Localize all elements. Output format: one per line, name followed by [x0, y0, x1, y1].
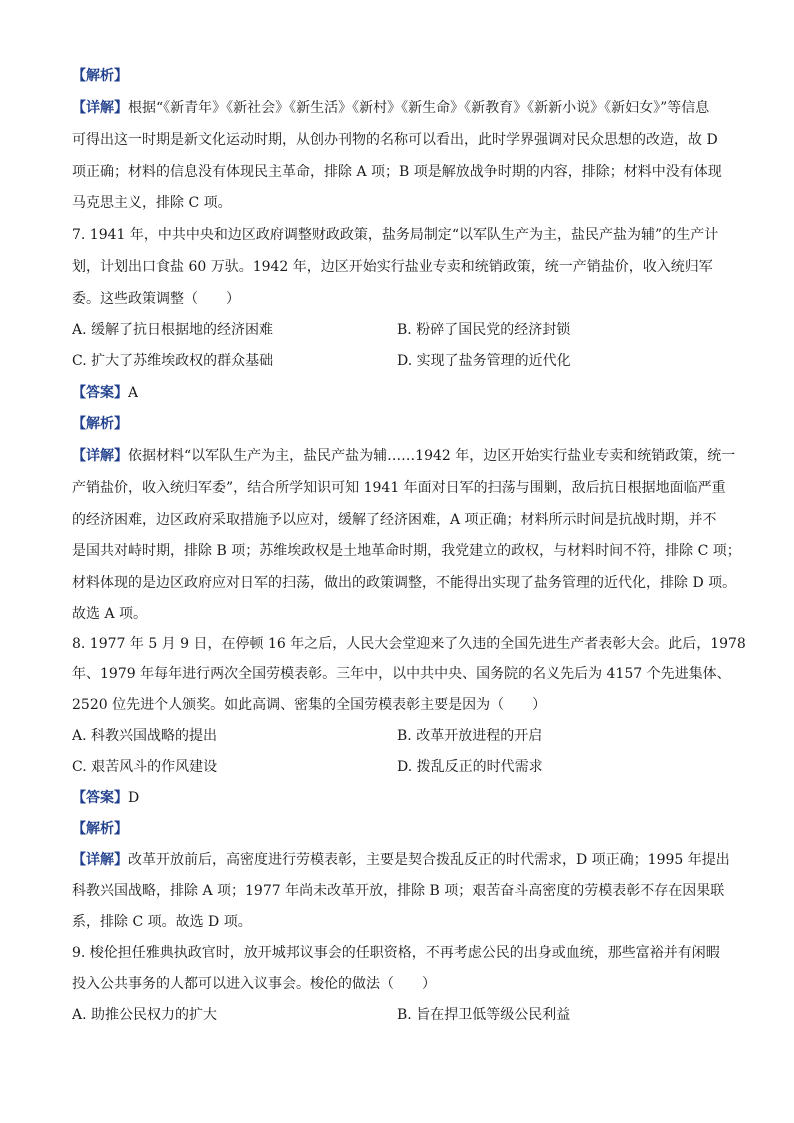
- question-7-stem-line: 划，计划出口食盐 60 万驮。1942 年，边区开始实行盐业专卖和统销政策，统一产销盐价，收入统归军: [72, 259, 713, 275]
- answer-label: 【答案】: [72, 790, 128, 806]
- detail-line: 故选 A 项。: [72, 606, 148, 622]
- detail-line: 科教兴国战略，排除 A 项；1977 年尚未改革开放，排除 B 项；艰苦奋斗高密度的劳模表彰不存在因果联: [72, 883, 725, 899]
- detail-line: 材料体现的是边区政府应对日军的扫荡，做出的政策调整，不能得出实现了盐务管理的近代化，排除 D 项。: [72, 575, 737, 591]
- detail-line: 【详解】改革开放前后，高密度进行劳模表彰，主要是契合拨乱反正的时代需求，D 项正确；1995 年提出: [72, 852, 730, 868]
- detail-line: 【详解】根据“《新青年》《新社会》《新生活》《新村》《新生命》《新教育》《新新小说》《新妇女》”等信息: [72, 100, 710, 116]
- detail-line: 是国共对峙时期，排除 B 项；苏维埃政权是土地革命时期，我党建立的政权，与材料时间不符，排除 C 项；: [72, 543, 741, 559]
- detail-line: 【详解】依据材料“以军队生产为主，盐民产盐为辅……1942 年，边区开始实行盐业专卖和统销政策，统一: [72, 448, 736, 464]
- question-9-option-b: B. 旨在捍卫低等级公民利益: [397, 1007, 571, 1023]
- detail-label: 【详解】: [72, 448, 128, 464]
- question-8-stem-line: 8. 1977 年 5 月 9 日，在停顿 16 年之后，人民大会堂迎来了久违的全国先进生产者表彰大会。此后，1978: [72, 636, 746, 652]
- detail-line: 可得出这一时期是新文化运动时期，从创办刊物的名称可以看出，此时学界强调对民众思想的改造，故 D: [72, 132, 718, 148]
- question-8-option-b: B. 改革开放进程的开启: [397, 728, 543, 744]
- detail-line: 项正确；材料的信息没有体现民主革命，排除 A 项；B 项是解放战争时期的内容，排除；材料中没有体现: [72, 164, 722, 180]
- question-7-answer: 【答案】A: [72, 385, 139, 401]
- analysis-label-q6: 【解析】: [72, 68, 128, 84]
- question-7-option-b: B. 粉碎了国民党的经济封锁: [397, 322, 571, 338]
- detail-line: 马克思主义，排除 C 项。: [72, 195, 232, 211]
- question-8-stem-line: 2520 位先进个人颁奖。如此高调、密集的全国劳模表彰主要是因为（ ）: [72, 697, 547, 713]
- detail-label: 【详解】: [72, 852, 128, 868]
- analysis-label-q8: 【解析】: [72, 821, 128, 837]
- question-8-option-d: D. 拨乱反正的时代需求: [397, 759, 543, 775]
- detail-line: 产销盐价，收入统归军委”，结合所学知识可知 1941 年面对日军的扫荡与围剿，敌后抗日根据地面临严重: [72, 480, 726, 496]
- detail-line: 系，排除 C 项。故选 D 项。: [72, 914, 252, 930]
- answer-label: 【答案】: [72, 385, 128, 401]
- question-9-stem-line: 9. 梭伦担任雅典执政官时，放开城邦议事会的任职资格，不再考虑公民的出身或血统，那些富裕并有闲暇: [72, 945, 720, 961]
- question-8-answer: 【答案】D: [72, 790, 140, 806]
- question-7-option-d: D. 实现了盐务管理的近代化: [397, 353, 571, 369]
- question-7-option-a: A. 缓解了抗日根据地的经济困难: [72, 322, 274, 338]
- question-9-option-a: A. 助推公民权力的扩大: [72, 1007, 218, 1023]
- question-7-stem-line: 7. 1941 年，中共中央和边区政府调整财政政策，盐务局制定“以军队生产为主，盐民产盐为辅”的生产计: [72, 227, 719, 243]
- analysis-label-q7: 【解析】: [72, 416, 128, 432]
- question-8-option-c: C. 艰苦风斗的作风建设: [72, 759, 218, 775]
- detail-label: 【详解】: [72, 100, 128, 116]
- question-8-stem-line: 年、1979 年每年进行两次全国劳模表彰。三年中，以中共中央、国务院的名义先后为 4157 个先进集体、: [72, 666, 731, 682]
- question-8-option-a: A. 科教兴国战略的提出: [72, 728, 218, 744]
- question-7-stem-line: 委。这些政策调整（ ）: [72, 291, 240, 307]
- question-7-option-c: C. 扩大了苏维埃政权的群众基础: [72, 353, 274, 369]
- question-9-stem-line: 投入公共事务的人都可以进入议事会。梭伦的做法（ ）: [72, 976, 436, 992]
- detail-line: 的经济困难，边区政府采取措施予以应对，缓解了经济困难，A 项正确；材料所示时间是抗战时期，并不: [72, 512, 717, 528]
